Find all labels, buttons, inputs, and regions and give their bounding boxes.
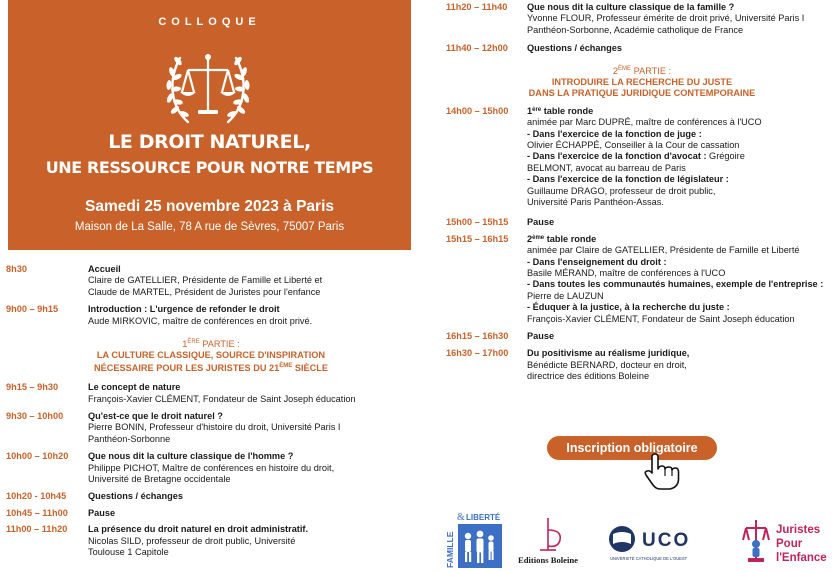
session-speaker: Toulouse 1 Capitole xyxy=(88,547,169,558)
juristes-pour-lenfance-logo xyxy=(740,514,836,570)
session-title: Introduction : L'urgence de refonder le droit xyxy=(88,304,280,315)
session-moderator: animée par Marc DUPRÉ, maître de conférences à l'UCO xyxy=(527,117,762,128)
svg-text:Pour: Pour xyxy=(776,538,803,550)
session-speaker: Claire de GATELLIER, Présidente de Famille et Liberté et xyxy=(88,275,323,286)
session-time: 11h00 – 11h20 xyxy=(6,524,68,535)
session-title: 2ème table ronde xyxy=(527,233,597,244)
session-speaker: Nicolas SILD, professeur de droit public, Université xyxy=(88,535,296,546)
programme-left xyxy=(6,264,416,558)
session-break xyxy=(6,508,416,519)
panel-speaker: Guillaume DRAGO, professeur de droit public, xyxy=(527,185,716,196)
session-time: 11h20 – 11h40 xyxy=(446,2,508,12)
svg-text:Editions Boleine: Editions Boleine xyxy=(518,555,578,565)
session-time: 9h00 – 9h15 xyxy=(6,304,59,315)
session-introduction xyxy=(6,304,416,327)
session-time: 10h20 - 10h45 xyxy=(6,491,67,502)
session-title: Du positivisme au réalisme juridique, xyxy=(527,348,690,359)
svg-text:Juristes: Juristes xyxy=(776,524,821,536)
session-time: 14h00 – 15h00 xyxy=(446,105,509,116)
part-label: PARTIE : xyxy=(202,339,240,350)
session-title: La présence du droit naturel en droit administratif. xyxy=(88,524,309,535)
session-title: Questions / échanges xyxy=(527,43,622,54)
scales-laurel-icon xyxy=(158,40,258,130)
svg-text:UCO: UCO xyxy=(642,530,691,551)
session-title: Que nous dit la culture classique de l'homme ? xyxy=(88,451,294,462)
session-title: Qu'est-ce que le droit naturel ? xyxy=(88,410,223,421)
part-label: PARTIE : xyxy=(633,65,672,76)
panel-speaker: Pierre de LAUZUN xyxy=(527,290,604,301)
part-number-suffix: ÈRE xyxy=(187,339,200,346)
panel-topic: - Dans l'exercice de la fonction de juge : xyxy=(527,128,702,139)
panel-speaker: Basile MÉRAND, maître de conférences à l'UCO xyxy=(527,267,726,278)
svg-text:LIBERTÉ: LIBERTÉ xyxy=(466,513,501,522)
part-number-suffix: ÈME xyxy=(618,65,632,72)
hero-banner xyxy=(8,0,411,250)
part-heading-2 xyxy=(446,64,838,99)
svg-text:&: & xyxy=(457,512,465,523)
panel-speaker: François-Xavier CLÉMENT, Fondateur de Saint Joseph éducation xyxy=(527,313,795,324)
session-classical-man xyxy=(6,451,416,485)
session-time: 9h15 – 9h30 xyxy=(6,382,59,393)
session-questions xyxy=(446,43,838,54)
session-break xyxy=(446,331,838,342)
session-speaker: Panthéon-Sorbonne, Académie catholique de France xyxy=(527,24,744,35)
panel-speaker: Olivier ÉCHAPPÉ, Conseiller à la Cour de cassation xyxy=(527,139,740,150)
session-break xyxy=(446,217,838,228)
event-kicker: COLLOQUE xyxy=(158,16,261,28)
part-title-line2: NÉCESSAIRE POUR LES JURISTES DU 21ÈME SIÈCLE xyxy=(93,363,329,374)
panel-topic: - Dans l'exercice de la fonction de législateur : xyxy=(527,174,729,185)
uco-logo xyxy=(608,524,718,564)
panel-speaker: Université Paris Panthéon-Assas. xyxy=(527,196,664,207)
part-number: 2 xyxy=(612,65,619,76)
session-time: 16h15 – 16h30 xyxy=(446,331,509,341)
registration-button[interactable]: Inscription obligatoire xyxy=(547,436,717,460)
session-speaker: François-Xavier CLÉMENT, Fondateur de Saint Joseph éducation xyxy=(88,393,356,404)
session-time: 16h30 – 17h00 xyxy=(446,348,509,359)
session-speaker: Panthéon-Sorbonne xyxy=(88,433,171,444)
panel-topic: - Dans l'enseignement du droit : xyxy=(527,256,667,267)
programme-right xyxy=(446,2,838,383)
session-admin-law xyxy=(6,524,416,558)
event-venue: Maison de La Salle, 78 A rue de Sèvres, 75007 Paris xyxy=(74,221,345,233)
session-time: 15h15 – 16h15 xyxy=(446,233,509,244)
session-speaker: Université de Bretagne occidentale xyxy=(88,474,231,484)
session-title: 1ère table ronde xyxy=(527,105,594,116)
session-roundtable-1 xyxy=(446,106,838,209)
session-moderator: animée par Claire de GATELLIER, Présidente de Famille et Liberté xyxy=(527,245,800,256)
panel-topic: - Dans toutes les communautés humaines, exemple de l'entreprise : xyxy=(527,279,824,290)
part-heading-1 xyxy=(6,337,416,374)
session-speaker: directrice des éditions Boleine xyxy=(527,371,650,382)
session-roundtable-2 xyxy=(446,234,838,325)
session-speaker: Pierre BONIN, Professeur d'histoire du droit, Université Paris I xyxy=(88,422,341,433)
session-title: Accueil xyxy=(88,264,121,274)
session-title: Questions / échanges xyxy=(88,491,183,502)
session-title: Pause xyxy=(527,331,555,341)
session-welcome xyxy=(6,264,416,298)
part-title-line2: DANS LA PRATIQUE JURIDIQUE CONTEMPORAINE xyxy=(528,87,756,98)
editions-boleine-logo xyxy=(516,516,580,568)
session-speaker: Aude MIRKOVIC, maître de conférences en droit privé. xyxy=(88,315,313,326)
pointing-hand-icon xyxy=(642,453,682,491)
session-nature xyxy=(6,382,416,405)
session-time: 15h00 – 15h15 xyxy=(446,217,509,228)
event-title-line2: UNE RESSOURCE POUR NOTRE TEMPS xyxy=(45,158,374,177)
svg-text:UNIVERSITÉ CATHOLIQUE DE L'OUE: UNIVERSITÉ CATHOLIQUE DE L'OUEST xyxy=(610,556,688,561)
event-title-line1: LE DROIT NATUREL, xyxy=(108,131,311,153)
part-title-line1: INTRODUIRE LA RECHERCHE DU JUSTE xyxy=(551,76,733,87)
session-title: Le concept de nature xyxy=(88,382,181,393)
svg-text:l'Enfance: l'Enfance xyxy=(776,552,827,564)
session-speaker: Claude de MARTEL, Président de Juristes pour l'enfance xyxy=(88,286,321,297)
session-time: 11h40 – 12h00 xyxy=(446,43,508,54)
session-time: 10h45 – 11h00 xyxy=(6,507,68,518)
session-natural-law xyxy=(6,411,416,445)
session-speaker: Yvonne FLOUR, Professeur émérite de droit privé, Université Paris I xyxy=(527,13,805,24)
part-number: 1 xyxy=(182,339,188,350)
panel-topic-inline: - Dans l'exercice de la fonction d'avocat : Grégoire xyxy=(527,151,745,162)
session-title: Que nous dit la culture classique de la famille ? xyxy=(527,2,735,12)
session-speaker: Philippe PICHOT, Maître de conférences en histoire du droit, xyxy=(88,462,335,473)
session-closing xyxy=(446,348,838,382)
panel-topic: - Éduquer à la justice, à la recherche du juste : xyxy=(527,302,730,313)
session-classical-family xyxy=(446,2,838,36)
panel-speaker: BELMONT, avocat au barreau de Paris xyxy=(527,162,686,173)
part-title-line1: LA CULTURE CLASSIQUE, SOURCE D'INSPIRATION xyxy=(96,350,326,361)
partner-logos xyxy=(440,512,840,570)
session-time: 9h30 – 10h00 xyxy=(6,410,64,421)
session-title: Pause xyxy=(88,507,116,518)
svg-text:FAMILLE: FAMILLE xyxy=(445,531,455,568)
session-questions xyxy=(6,491,416,502)
session-title: Pause xyxy=(527,217,555,228)
session-time: 8h30 xyxy=(6,264,27,274)
event-date: Samedi 25 novembre 2023 à Paris xyxy=(84,198,334,215)
session-speaker: Bénédicte BERNARD, docteur en droit, xyxy=(527,359,687,370)
session-time: 10h00 – 10h20 xyxy=(6,451,69,462)
famille-liberte-logo xyxy=(444,512,504,570)
